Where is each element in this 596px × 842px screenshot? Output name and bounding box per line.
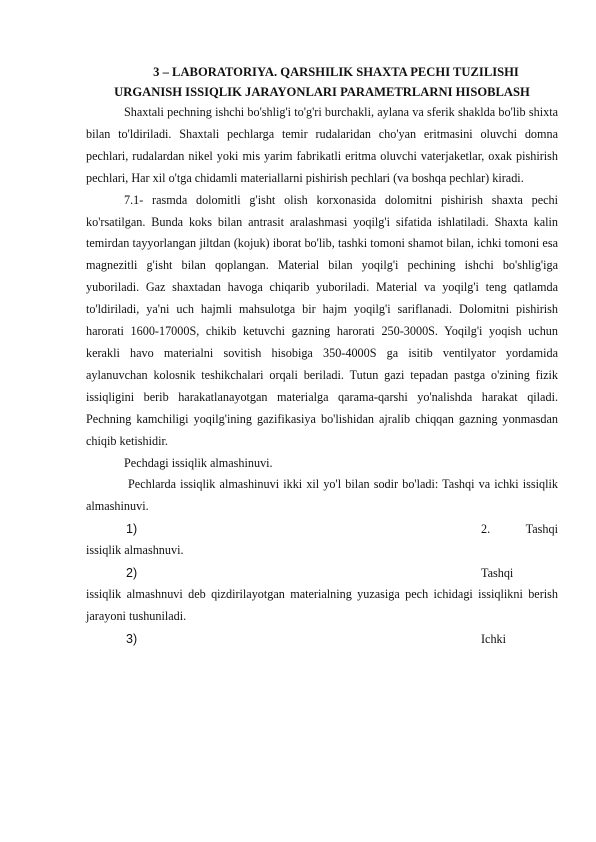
list-right-text: Tashqi <box>481 566 514 581</box>
paragraph-heat-exchange: Pechlarda issiqlik almashinuvi ikki xil yo'l bilan sodir bo'ladi: Tashqi va ichki issiqlik almashinuvi. <box>86 477 558 514</box>
list-number: 1) <box>126 522 138 537</box>
list-right-text: Tashqi <box>525 522 558 537</box>
document-page <box>86 62 558 650</box>
paragraph-figure-description: 7.1- rasmda dolomitli g'isht olish korxonasida dolomitni pishirish shaxta pechi ko'rsatilgan. Bunda koks bilan antrasit aralashmasi yoqilg'i sifatida ishlatiladi. Shaxta kalin temirdan tayyorlangan jiltdan (kojuk) iborat bo'lib, tashki tomoni shamot bilan, ichki tomoni esa magnezitli g'isht bilan qoplangan. Material bilan yoqilg'i pechining ishchi bo'shlig'iga yuboriladi. Gaz shaxtadan havoga chiqarib yuboriladi. Material va yoqilg'i teng qatlamda to'ldiriladi, ya'ni uch hajmli mahsulotga bir hajm yoqilg'i sariflanadi. Dolomitni pishirish harorati 1600-17000S, chikib ketuvchi gazning harorati 250-3000S. Yoqilg'i yoqish uchun kerakli havo materialni sovitish hisobiga 350-4000S ga isitib ventilyator yordamida aylanuvchan kolosnik teshikchalari orqali beriladi. Tutun gazi tepadan pastga o'zining fizik issiqligini berib harakatlanayotgan materialga qarama-qarshi yo'nalishda harakat qiladi. Pechning kamchiligi yoqilg'ining gazifikasiya bo'lishidan ajralib chiqqan gazning yonmasdan chiqib ketishidir. <box>86 192 558 448</box>
page-title <box>86 62 558 102</box>
list-right-text: 2. <box>481 522 491 537</box>
title-line-2: URGANISH ISSIQLIK JARAYONLARI PARAMETRLARNI HISOBLASH <box>114 85 530 99</box>
list-item-continuation: issiqlik almashnuvi. <box>86 543 184 558</box>
list-number: 3) <box>126 631 138 646</box>
list-item-continuation: issiqlik almashnuvi deb qizdirilayotgan materialning yuzasiga pech ichidagi issiqlikni berish jarayoni tushuniladi. <box>86 587 558 624</box>
list-item-2 <box>86 562 558 584</box>
section-heading-heat-exchange: Pechdagi issiqlik almashinuvi. <box>124 455 273 470</box>
paragraph-intro: Shaxtali pechning ishchi bo'shlig'i to'g'ri burchakli, aylana va sferik shaklda bo'lib shixta bilan to'ldiriladi. Shaxtali pechlarga temir rudalaridan cho'yan eritmasini oluvchi domna pechlari, rudalardan nikel yoki mis yarim fabrikatli eritma oluvchi vaterjaketlar, oxak pishirish pechlari, Har xil o'tga chidamli materiallarni pishirish pechlari (va boshqa pechlar) kiradi. <box>86 105 558 185</box>
title-line-1: 3 – LABORATORIYA. QARSHILIK SHAXTA PECHI TUZILISHI <box>153 65 519 79</box>
list-item-3 <box>86 628 558 650</box>
list-item-1 <box>86 518 558 540</box>
list-right-text: Ichki <box>481 631 507 646</box>
list-number: 2) <box>126 566 138 581</box>
